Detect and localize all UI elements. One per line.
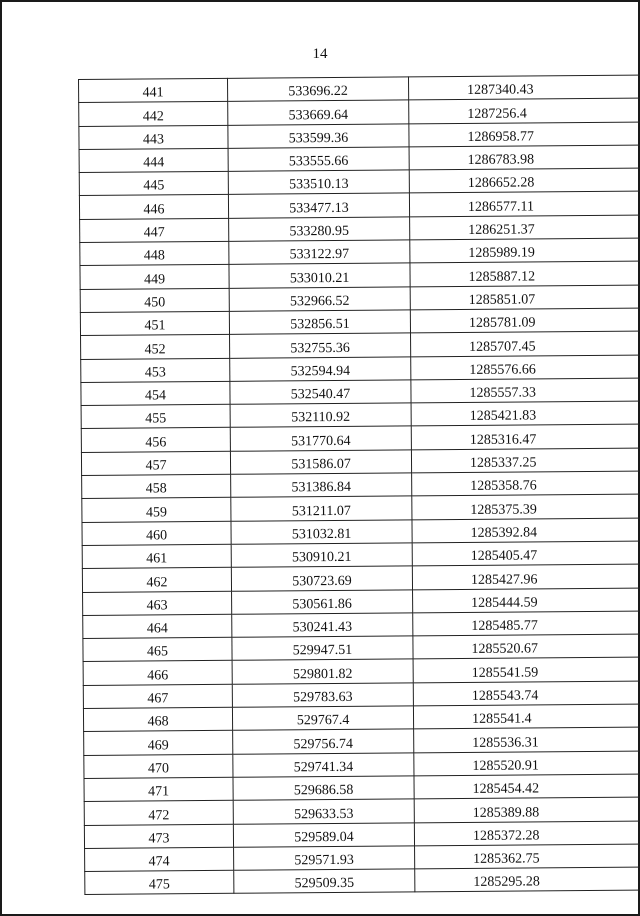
x-coordinate-cell: 529686.58 bbox=[233, 776, 414, 801]
point-number-cell: 453 bbox=[81, 358, 230, 382]
point-number-cell: 441 bbox=[79, 78, 228, 102]
y-coordinate-cell: 1285295.28 bbox=[415, 867, 640, 892]
x-coordinate-cell: 532966.52 bbox=[229, 287, 410, 312]
x-coordinate-cell: 529589.04 bbox=[233, 822, 414, 847]
point-number-cell: 448 bbox=[80, 241, 229, 265]
coordinates-table-body bbox=[79, 75, 640, 895]
point-number-cell: 452 bbox=[81, 335, 230, 359]
point-number-cell: 471 bbox=[84, 777, 233, 801]
y-coordinate-cell: 1285392.84 bbox=[412, 518, 640, 543]
y-coordinate-cell: 1285316.47 bbox=[411, 424, 640, 449]
coordinates-table bbox=[78, 75, 640, 896]
y-coordinate-cell: 1285707.45 bbox=[411, 331, 640, 356]
x-coordinate-cell: 530561.86 bbox=[232, 589, 413, 614]
point-number-cell: 458 bbox=[82, 474, 231, 498]
y-coordinate-cell: 1285485.77 bbox=[413, 611, 640, 636]
y-coordinate-cell: 1285520.91 bbox=[414, 751, 640, 776]
y-coordinate-cell: 1285851.07 bbox=[410, 285, 640, 310]
y-coordinate-cell: 1285557.33 bbox=[411, 378, 640, 403]
y-coordinate-cell: 1285372.28 bbox=[414, 820, 640, 845]
point-number-cell: 443 bbox=[79, 125, 228, 149]
x-coordinate-cell: 533696.22 bbox=[227, 77, 408, 102]
x-coordinate-cell: 529947.51 bbox=[232, 636, 413, 661]
x-coordinate-cell: 531586.07 bbox=[230, 450, 411, 475]
point-number-cell: 442 bbox=[79, 102, 228, 126]
x-coordinate-cell: 533599.36 bbox=[228, 123, 409, 148]
x-coordinate-cell: 529756.74 bbox=[233, 729, 414, 754]
y-coordinate-cell: 1285375.39 bbox=[412, 494, 640, 519]
y-coordinate-cell: 1286783.98 bbox=[409, 145, 640, 170]
x-coordinate-cell: 532110.92 bbox=[230, 403, 411, 428]
point-number-cell: 456 bbox=[81, 428, 230, 452]
y-coordinate-cell: 1285989.19 bbox=[410, 238, 640, 263]
point-number-cell: 460 bbox=[82, 521, 231, 545]
point-number-cell: 463 bbox=[83, 591, 232, 615]
y-coordinate-cell: 1287340.43 bbox=[408, 75, 640, 100]
x-coordinate-cell: 529741.34 bbox=[233, 752, 414, 777]
x-coordinate-cell: 533510.13 bbox=[228, 170, 409, 195]
x-coordinate-cell: 533477.13 bbox=[228, 193, 409, 218]
point-number-cell: 472 bbox=[84, 801, 233, 825]
x-coordinate-cell: 529571.93 bbox=[234, 846, 415, 871]
y-coordinate-cell: 1286251.37 bbox=[410, 215, 640, 240]
x-coordinate-cell: 531386.84 bbox=[231, 473, 412, 498]
y-coordinate-cell: 1285405.47 bbox=[412, 541, 640, 566]
y-coordinate-cell: 1285337.25 bbox=[411, 448, 640, 473]
point-number-cell: 470 bbox=[84, 754, 233, 778]
y-coordinate-cell: 1285576.66 bbox=[411, 355, 640, 380]
point-number-cell: 468 bbox=[83, 707, 232, 731]
y-coordinate-cell: 1285543.74 bbox=[413, 681, 640, 706]
page-number: 14 bbox=[312, 46, 328, 62]
y-coordinate-cell: 1285454.42 bbox=[414, 774, 640, 799]
y-coordinate-cell: 1285520.67 bbox=[413, 634, 640, 659]
x-coordinate-cell: 531032.81 bbox=[231, 520, 412, 545]
x-coordinate-cell: 530910.21 bbox=[231, 543, 412, 568]
x-coordinate-cell: 531211.07 bbox=[231, 496, 412, 521]
x-coordinate-cell: 529767.4 bbox=[232, 706, 413, 731]
point-number-cell: 447 bbox=[80, 218, 229, 242]
point-number-cell: 459 bbox=[82, 498, 231, 522]
x-coordinate-cell: 533122.97 bbox=[229, 240, 410, 265]
x-coordinate-cell: 533669.64 bbox=[228, 100, 409, 125]
x-coordinate-cell: 531770.64 bbox=[230, 426, 411, 451]
point-number-cell: 469 bbox=[84, 731, 233, 755]
x-coordinate-cell: 533555.66 bbox=[228, 147, 409, 172]
point-number-cell: 465 bbox=[83, 637, 232, 661]
point-number-cell: 466 bbox=[83, 661, 232, 685]
y-coordinate-cell: 1285536.31 bbox=[414, 727, 640, 752]
x-coordinate-cell: 532594.94 bbox=[230, 356, 411, 381]
x-coordinate-cell: 529801.82 bbox=[232, 659, 413, 684]
x-coordinate-cell: 533010.21 bbox=[229, 263, 410, 288]
point-number-cell: 467 bbox=[83, 684, 232, 708]
y-coordinate-cell: 1286577.11 bbox=[409, 191, 640, 216]
y-coordinate-cell: 1285427.96 bbox=[412, 564, 640, 589]
point-number-cell: 474 bbox=[85, 847, 234, 871]
x-coordinate-cell: 532755.36 bbox=[230, 333, 411, 358]
y-coordinate-cell: 1286958.77 bbox=[409, 122, 640, 147]
point-number-cell: 475 bbox=[85, 870, 234, 894]
y-coordinate-cell: 1285541.4 bbox=[413, 704, 640, 729]
y-coordinate-cell: 1285358.76 bbox=[412, 471, 640, 496]
point-number-cell: 457 bbox=[81, 451, 230, 475]
y-coordinate-cell: 1287256.4 bbox=[409, 98, 640, 123]
point-number-cell: 449 bbox=[80, 265, 229, 289]
point-number-cell: 445 bbox=[79, 172, 228, 196]
table-row bbox=[85, 867, 640, 895]
point-number-cell: 454 bbox=[81, 381, 230, 405]
y-coordinate-cell: 1285444.59 bbox=[413, 588, 640, 613]
x-coordinate-cell: 530723.69 bbox=[231, 566, 412, 591]
x-coordinate-cell: 533280.95 bbox=[229, 217, 410, 242]
y-coordinate-cell: 1286652.28 bbox=[409, 168, 640, 193]
point-number-cell: 444 bbox=[79, 148, 228, 172]
point-number-cell: 473 bbox=[84, 824, 233, 848]
y-coordinate-cell: 1285389.88 bbox=[414, 797, 640, 822]
y-coordinate-cell: 1285362.75 bbox=[415, 844, 640, 869]
point-number-cell: 464 bbox=[83, 614, 232, 638]
point-number-cell: 462 bbox=[82, 568, 231, 592]
y-coordinate-cell: 1285541.59 bbox=[413, 657, 640, 682]
coordinates-table-wrapper bbox=[78, 75, 594, 895]
point-number-cell: 455 bbox=[81, 404, 230, 428]
y-coordinate-cell: 1285887.12 bbox=[410, 261, 640, 286]
point-number-cell: 461 bbox=[82, 544, 231, 568]
x-coordinate-cell: 529509.35 bbox=[234, 869, 415, 894]
point-number-cell: 446 bbox=[79, 195, 228, 219]
x-coordinate-cell: 530241.43 bbox=[232, 613, 413, 638]
x-coordinate-cell: 532540.47 bbox=[230, 380, 411, 405]
y-coordinate-cell: 1285421.83 bbox=[411, 401, 640, 426]
x-coordinate-cell: 529783.63 bbox=[232, 683, 413, 708]
point-number-cell: 451 bbox=[80, 311, 229, 335]
point-number-cell: 450 bbox=[80, 288, 229, 312]
x-coordinate-cell: 532856.51 bbox=[229, 310, 410, 335]
x-coordinate-cell: 529633.53 bbox=[233, 799, 414, 824]
y-coordinate-cell: 1285781.09 bbox=[410, 308, 640, 333]
